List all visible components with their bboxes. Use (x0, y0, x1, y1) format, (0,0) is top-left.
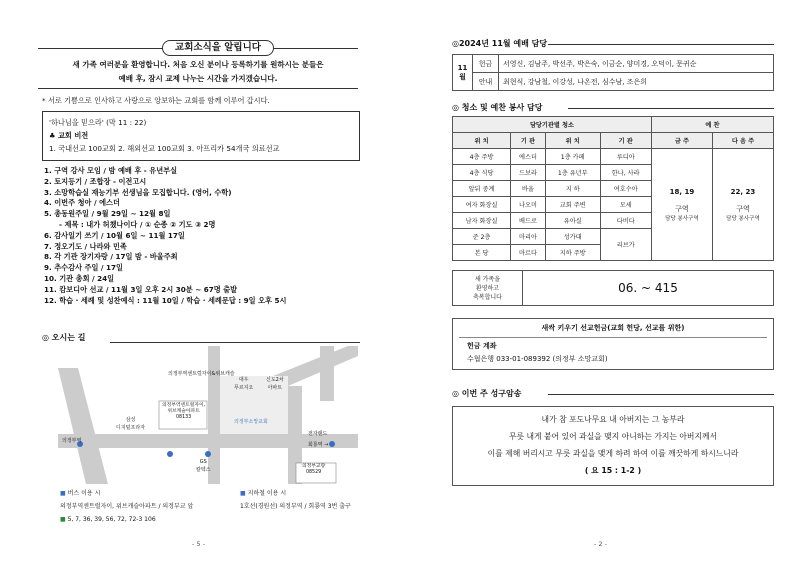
next-week-cell: 22, 23 구역 담당 봉사구역 (712, 149, 773, 261)
new-family-box (452, 270, 774, 306)
new-family-label: 새 가족을 환영하고 축복합니다 (453, 271, 523, 305)
subway-route: 1호선(경원선) 의정부역 / 회룡역 3번 출구 (240, 503, 351, 510)
announcement-item: 1. 구역 강사 모임 / 밤 예배 후 - 유년부실 (44, 166, 178, 175)
table-row: 남자 화장실 베드로 유아실 다비다 (453, 213, 774, 229)
mission-title: 새싹 키우기 선교헌금(교회 헌당, 선교를 위한) (459, 319, 767, 338)
table-row: 여자 화장실 나오미 교회 주변 모세 (453, 197, 774, 213)
map-marker (205, 451, 211, 457)
memory-line: 무릇 내게 붙어 있어 과실을 맺지 아니하는 가지는 아버지께서 (508, 432, 718, 441)
announcement-item: 5. 총동원주일 / 9월 29일 ~ 12월 8일 (44, 209, 171, 219)
map-label: 신도2차 아파트 (266, 377, 284, 391)
map-road (320, 346, 334, 401)
table-row: 위 치 기 관 위 치 기 관 금 주 다 음 주 (453, 133, 774, 149)
announcement-item: - 제목 : 내가 허챘나이다 / ① 순종 ② 기도 ③ 2명 (44, 219, 216, 229)
subway-icon: ■ (240, 490, 246, 497)
mission-box (452, 318, 774, 370)
announcement-item: 7. 정오기도 / 나라와 민족 (44, 241, 127, 251)
vision-text: 1. 국내선교 100교회 2. 해외선교 100교회 3. 아프리카 54개국 의료선교 (49, 144, 280, 153)
memory-line: 이를 제해 버리시고 무릇 과실을 맺게 하려 하여 이를 깨끗하게 하시느니라 (487, 449, 739, 458)
table-row: 준 2층 마리아 성가대 리브가 (453, 229, 774, 245)
map-label: 의정부역센트럴자이, 위브캐슬아파트 08133 (162, 403, 206, 420)
worship-table (452, 54, 774, 91)
directions-title: ◎ 오시는 길 (42, 333, 86, 342)
welcome-text: 새 가족 여러분을 환영합니다. 처음 오신 분이나 등록하기를 원하시는 분들은 예배 후, 잠시 교제 나누는 시간을 가지겠습니다. (72, 60, 324, 83)
map-marker (329, 441, 335, 447)
announcement-item: 11. 캄보디아 선교 / 11월 3일 오후 2시 30분 ~ 67명 출발 (44, 284, 238, 294)
mission-bank: 수협은행 033-01-089392 (의정부 소망교회) (467, 355, 608, 363)
greeting-text: * 서로 기쁨으로 인사하고 사랑으로 앙보하는 교회를 함께 이루어 갑시다. (42, 96, 270, 105)
notice-title: 교회소식을 알립니다 (162, 40, 274, 56)
subway-info: ■ 지하철 이용 시 (240, 490, 287, 497)
cleaning-title: ◎ 청소 및 예찬 봉사 담당 (452, 103, 543, 112)
table-row: 11월 헌금 서영신, 김남주, 박선주, 박은숙, 이금순, 양미경, 오덕이, 문귀순 (453, 55, 774, 73)
month-cell: 11월 (453, 55, 473, 91)
announcement-list (44, 166, 364, 306)
map-label: 의정부역센트럴자이&위브캐슬 (168, 371, 235, 377)
table-row: 4층 식당 드보라 1층 유년부 한나, 사라 (453, 165, 774, 181)
map-label: 삼성 디지털프라자 (116, 417, 145, 431)
location-map (58, 346, 358, 484)
announcement-item: 9. 추수감사 주일 / 17일 (44, 263, 123, 273)
vision-title: ♣ 교회 비전 (49, 131, 89, 140)
worship-title: ◎2024년 11월 예배 담당 (452, 39, 548, 48)
bus-numbers-row: ■ 5, 7, 36, 39, 56, 72, 72-3 106 (60, 516, 156, 523)
table-row: 본 당 마르다 지하 주방 (453, 245, 774, 261)
bus-icon: ■ (60, 490, 66, 497)
memory-divider (548, 394, 774, 395)
mission-account: 헌금 계좌 (467, 342, 497, 350)
announcement-item: 10. 기관 총회 / 24일 (44, 273, 115, 283)
verse-quote: '하나님을 믿으라' (막 11 : 22) (49, 118, 147, 127)
page-number: - 2 - (594, 540, 607, 548)
bus-route: 의정부역센트럴자이, 위브캐슬아파트 / 의정부교 앞 (60, 503, 194, 510)
announcement-item: 3. 소망학습실 재능기부 선생님을 모집합니다. (영어, 수학) (44, 187, 232, 197)
memory-line: 내가 참 포도나무요 내 아버지는 그 농부라 (541, 415, 685, 424)
cleaning-divider (568, 108, 774, 109)
map-label: 의정부역 (62, 438, 82, 444)
map-label: 의정부교량 08529 (302, 464, 326, 475)
new-family-value: 06. ~ 415 (618, 281, 678, 295)
page-number: - 5 - (192, 540, 205, 548)
map-label: 대우 푸르지오 (234, 377, 254, 391)
notice-divider-bottom (38, 88, 358, 89)
announcement-item: 6. 감사일기 쓰기 / 10월 6일 ~ 11월 17일 (44, 230, 185, 240)
announcement-item: 12. 학습 · 세례 및 성찬예식 : 11월 10일 / 학습 · 세례문답 : 9일 오후 5시 (44, 295, 287, 305)
this-week-cell: 18, 19 구역 담당 봉사구역 (651, 149, 712, 261)
announcement-item: 8. 각 기관 장기자랑 / 17일 밤 - 바울주최 (44, 252, 178, 262)
memory-verse-box (452, 406, 774, 486)
bus-number-icon: ■ (60, 516, 66, 523)
memory-title: ◎ 이번 주 성구암송 (452, 389, 522, 398)
bus-info: ■ 버스 이용 시 (60, 490, 101, 497)
table-row: 안내 최현식, 강남철, 이강성, 나온전, 심수남, 조은희 (453, 73, 774, 91)
map-label: 의정부소망교회 (234, 419, 268, 425)
announcement-item: 4. 이번주 청아 / 에스더 (44, 198, 120, 208)
map-marker (167, 451, 173, 457)
vision-box (42, 111, 360, 161)
cleaning-table (452, 116, 774, 261)
map-label: GS 칼텍스 (196, 459, 211, 473)
map-label: 회룡역 → (308, 442, 329, 448)
table-row: 4층 주방 에스더 1층 카페 루디아 18, 19 구역 담당 봉사구역 22, 23 구역 담당 봉사구역 (453, 149, 774, 165)
map-label: 전자랜드 (308, 431, 328, 437)
table-row: 앞뒤 중계 바울 지 하 여호수아 (453, 181, 774, 197)
memory-reference: ( 요 15 : 1-2 ) (584, 466, 642, 475)
announcement-item: 2. 토지등기 / 조합장 - 이전고시 (44, 176, 147, 186)
worship-divider (548, 44, 774, 45)
directions-divider (110, 342, 360, 343)
table-row: 담당기관별 청소 예 찬 (453, 117, 774, 133)
